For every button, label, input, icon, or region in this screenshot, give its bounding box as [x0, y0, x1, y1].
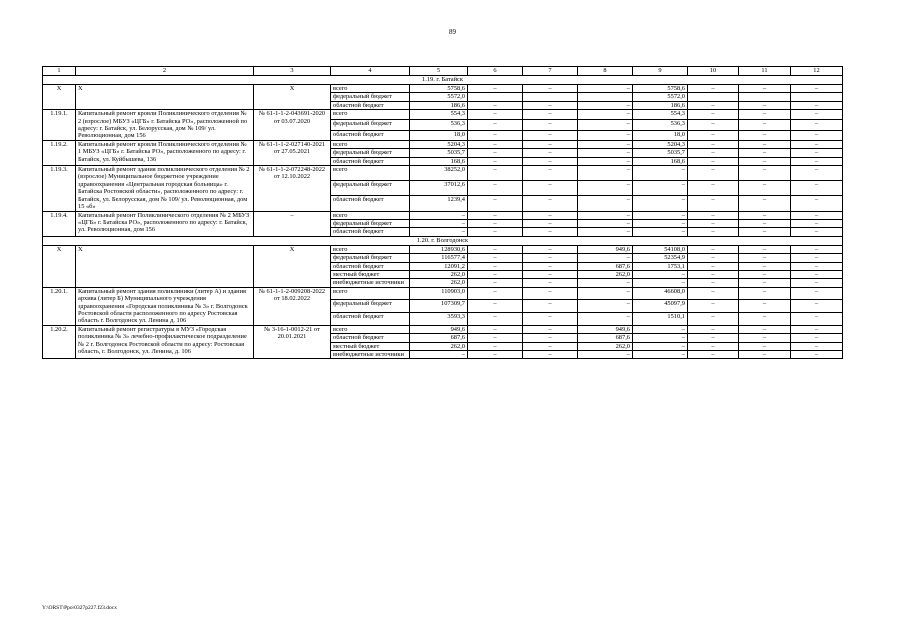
- funding-source: местный бюджет: [331, 270, 410, 278]
- amount-cell: –: [578, 120, 633, 130]
- funding-source: областной бюджет: [331, 313, 410, 326]
- amount-cell: –: [739, 130, 791, 140]
- amount-cell: 262,0: [410, 342, 468, 350]
- amount-cell: –: [523, 300, 578, 313]
- amount-cell: –: [688, 181, 739, 196]
- amount-cell: –: [688, 325, 739, 333]
- amount-cell: –: [688, 270, 739, 278]
- amount-cell: –: [688, 149, 739, 157]
- amount-cell: –: [688, 300, 739, 313]
- amount-cell: –: [633, 279, 688, 287]
- amount-cell: –: [523, 166, 578, 181]
- amount-cell: –: [578, 196, 633, 211]
- amount-cell: –: [578, 228, 633, 236]
- amount-cell: 262,0: [578, 342, 633, 350]
- amount-cell: –: [633, 181, 688, 196]
- amount-cell: –: [523, 101, 578, 109]
- amount-cell: –: [468, 300, 523, 313]
- amount-cell: –: [739, 181, 791, 196]
- funding-source: внебюджетные источники: [331, 351, 410, 359]
- amount-cell: –: [468, 196, 523, 211]
- amount-cell: –: [523, 287, 578, 300]
- amount-cell: –: [739, 313, 791, 326]
- amount-cell: 45097,9: [633, 300, 688, 313]
- amount-cell: –: [468, 262, 523, 270]
- funding-source: всего: [331, 140, 410, 148]
- budget-table: [42, 66, 843, 359]
- amount-cell: –: [633, 211, 688, 219]
- page-number: 89: [449, 28, 456, 36]
- column-header: 12: [791, 67, 843, 76]
- amount-cell: –: [688, 101, 739, 109]
- amount-cell: –: [523, 157, 578, 165]
- amount-cell: 262,0: [410, 279, 468, 287]
- section-header-row: [43, 236, 843, 245]
- amount-cell: –: [410, 351, 468, 359]
- funding-source: федеральный бюджет: [331, 219, 410, 227]
- funding-source: федеральный бюджет: [331, 181, 410, 196]
- amount-cell: 186,6: [633, 101, 688, 109]
- item-document: Х: [254, 245, 331, 287]
- column-header: 4: [331, 67, 410, 76]
- amount-cell: –: [578, 351, 633, 359]
- funding-source: всего: [331, 166, 410, 181]
- amount-cell: –: [578, 110, 633, 120]
- amount-cell: –: [633, 334, 688, 342]
- amount-cell: –: [739, 254, 791, 262]
- amount-cell: –: [468, 110, 523, 120]
- amount-cell: –: [739, 262, 791, 270]
- item-document: № 61-1-1-2-009208-2022 от 18.02.2022: [254, 287, 331, 325]
- funding-source: федеральный бюджет: [331, 149, 410, 157]
- item-number: 1.20.2.: [43, 325, 76, 359]
- amount-cell: –: [791, 140, 843, 148]
- amount-cell: 5572,0: [633, 93, 688, 101]
- amount-cell: –: [739, 325, 791, 333]
- amount-cell: –: [578, 130, 633, 140]
- column-header: 3: [254, 67, 331, 76]
- amount-cell: 262,0: [578, 270, 633, 278]
- amount-cell: –: [468, 313, 523, 326]
- amount-cell: 186,6: [410, 101, 468, 109]
- section-title: 1.20. г. Волгодонск: [43, 236, 843, 245]
- amount-cell: 687,6: [410, 334, 468, 342]
- amount-cell: –: [739, 300, 791, 313]
- amount-cell: [688, 93, 739, 101]
- section-title: 1.19. г. Батайск: [43, 76, 843, 85]
- funding-source: федеральный бюджет: [331, 120, 410, 130]
- amount-cell: –: [578, 101, 633, 109]
- funding-source: областной бюджет: [331, 101, 410, 109]
- amount-cell: –: [523, 130, 578, 140]
- amount-cell: 1753,1: [633, 262, 688, 270]
- amount-cell: –: [688, 334, 739, 342]
- amount-cell: –: [523, 254, 578, 262]
- amount-cell: 5204,3: [410, 140, 468, 148]
- amount-cell: 38252,0: [410, 166, 468, 181]
- amount-cell: 37012,6: [410, 181, 468, 196]
- amount-cell: –: [633, 342, 688, 350]
- item-document: № 61-1-1-2-027140-2021 от 27.05.2021: [254, 140, 331, 165]
- amount-cell: –: [578, 300, 633, 313]
- amount-cell: –: [468, 334, 523, 342]
- amount-cell: –: [633, 219, 688, 227]
- item-name: Капитальный ремонт кровли Поликлинического отделения № 2 (взрослое) МБУЗ «ЦГБ» г. Батайска РО», расположенной по адресу: г. Батайск, ул. Белорусская, дом № 109/ ул. Революционная, дом 156: [76, 110, 254, 141]
- funding-source: всего: [331, 325, 410, 333]
- amount-cell: –: [688, 85, 739, 93]
- amount-cell: –: [791, 110, 843, 120]
- amount-cell: –: [688, 245, 739, 253]
- item-name: Капитальный ремонт кровли Поликлинического отделения № 1 МБУЗ «ЦГБ» г. Батайска РО», расположенного по адресу: г. Батайск, ул. Куйбышева, 136: [76, 140, 254, 165]
- amount-cell: [578, 93, 633, 101]
- amount-cell: –: [468, 351, 523, 359]
- funding-source: областной бюджет: [331, 262, 410, 270]
- amount-cell: –: [739, 245, 791, 253]
- amount-cell: –: [468, 228, 523, 236]
- item-number: 1.19.4.: [43, 211, 76, 236]
- amount-cell: –: [468, 140, 523, 148]
- amount-cell: –: [739, 149, 791, 157]
- amount-cell: –: [633, 270, 688, 278]
- amount-cell: –: [791, 287, 843, 300]
- amount-cell: –: [578, 313, 633, 326]
- amount-cell: –: [791, 228, 843, 236]
- column-header: 1: [43, 67, 76, 76]
- amount-cell: –: [739, 101, 791, 109]
- amount-cell: 54108,0: [633, 245, 688, 253]
- amount-cell: –: [791, 219, 843, 227]
- amount-cell: –: [578, 287, 633, 300]
- amount-cell: –: [523, 219, 578, 227]
- amount-cell: –: [688, 120, 739, 130]
- column-header: 10: [688, 67, 739, 76]
- amount-cell: 5035,7: [410, 149, 468, 157]
- amount-cell: –: [791, 334, 843, 342]
- amount-cell: –: [791, 211, 843, 219]
- amount-cell: –: [523, 110, 578, 120]
- amount-cell: [468, 93, 523, 101]
- amount-cell: –: [791, 166, 843, 181]
- amount-cell: –: [468, 130, 523, 140]
- amount-cell: 687,6: [578, 262, 633, 270]
- funding-source: федеральный бюджет: [331, 93, 410, 101]
- funding-source: внебюджетные источники: [331, 279, 410, 287]
- amount-cell: –: [791, 196, 843, 211]
- amount-cell: –: [523, 149, 578, 157]
- amount-cell: –: [578, 254, 633, 262]
- funding-source: областной бюджет: [331, 196, 410, 211]
- funding-source: областной бюджет: [331, 130, 410, 140]
- amount-cell: –: [739, 342, 791, 350]
- amount-cell: [739, 93, 791, 101]
- amount-cell: –: [410, 219, 468, 227]
- amount-cell: –: [688, 262, 739, 270]
- amount-cell: –: [688, 228, 739, 236]
- amount-cell: –: [523, 325, 578, 333]
- item-document: Х: [254, 85, 331, 110]
- amount-cell: –: [791, 181, 843, 196]
- item-name: Капитальный ремонт регистратуры в МУЗ «Городская поликлиника № 3» лечебно-профилактическое подразделение № 2 г. Волгодонск Ростовской области по адресу: Ростовская область, г. Волгодонск, ул. Ленина, д. 106: [76, 325, 254, 359]
- funding-source: всего: [331, 211, 410, 219]
- amount-cell: –: [739, 287, 791, 300]
- amount-cell: –: [578, 211, 633, 219]
- funding-source: областной бюджет: [331, 334, 410, 342]
- amount-cell: –: [688, 351, 739, 359]
- funding-source: федеральный бюджет: [331, 254, 410, 262]
- amount-cell: 128930,6: [410, 245, 468, 253]
- amount-cell: –: [739, 196, 791, 211]
- amount-cell: –: [791, 254, 843, 262]
- amount-cell: –: [523, 85, 578, 93]
- amount-cell: –: [468, 287, 523, 300]
- amount-cell: –: [468, 245, 523, 253]
- amount-cell: –: [688, 254, 739, 262]
- amount-cell: –: [468, 325, 523, 333]
- item-document: № 61-1-1-2-072248-2022 от 12.10.2022: [254, 166, 331, 211]
- amount-cell: [791, 93, 843, 101]
- table-row: [43, 325, 843, 333]
- amount-cell: –: [688, 157, 739, 165]
- amount-cell: –: [688, 287, 739, 300]
- amount-cell: –: [739, 334, 791, 342]
- amount-cell: –: [468, 342, 523, 350]
- amount-cell: –: [523, 313, 578, 326]
- amount-cell: –: [468, 219, 523, 227]
- amount-cell: 5035,7: [633, 149, 688, 157]
- amount-cell: –: [523, 196, 578, 211]
- amount-cell: –: [791, 85, 843, 93]
- amount-cell: –: [468, 211, 523, 219]
- amount-cell: 949,6: [578, 325, 633, 333]
- amount-cell: –: [468, 85, 523, 93]
- amount-cell: –: [523, 334, 578, 342]
- amount-cell: –: [523, 120, 578, 130]
- amount-cell: 12091,2: [410, 262, 468, 270]
- amount-cell: –: [578, 166, 633, 181]
- amount-cell: –: [791, 262, 843, 270]
- amount-cell: 687,6: [578, 334, 633, 342]
- amount-cell: –: [688, 140, 739, 148]
- table-row: [43, 245, 843, 253]
- amount-cell: 949,6: [410, 325, 468, 333]
- amount-cell: –: [468, 166, 523, 181]
- amount-cell: –: [468, 101, 523, 109]
- amount-cell: –: [739, 211, 791, 219]
- amount-cell: –: [739, 85, 791, 93]
- amount-cell: –: [578, 219, 633, 227]
- item-name: Капитальный ремонт здания поликлинического отделения № 2 (взрослое) Муниципальное бюджетное учреждение здравоохранения «Центральная городская больница» г. Батайска Ростовской области», расположенного по адресу: г. Батайск, ул. Белорусская, дом № 109/ ул. Революционная, дом 15 «б»: [76, 166, 254, 211]
- file-path-footer: Y:\ORST\Ppo\0327p227.f23.docx: [42, 605, 117, 611]
- amount-cell: –: [633, 228, 688, 236]
- amount-cell: –: [791, 351, 843, 359]
- amount-cell: 536,3: [633, 120, 688, 130]
- amount-cell: 168,6: [633, 157, 688, 165]
- amount-cell: –: [578, 85, 633, 93]
- amount-cell: –: [739, 110, 791, 120]
- amount-cell: –: [523, 342, 578, 350]
- amount-cell: 5758,6: [633, 85, 688, 93]
- amount-cell: 46608,0: [633, 287, 688, 300]
- funding-source: всего: [331, 245, 410, 253]
- amount-cell: 168,6: [410, 157, 468, 165]
- funding-source: всего: [331, 287, 410, 300]
- item-number: Х: [43, 85, 76, 110]
- amount-cell: –: [791, 157, 843, 165]
- amount-cell: –: [739, 279, 791, 287]
- amount-cell: [523, 93, 578, 101]
- amount-cell: –: [791, 130, 843, 140]
- amount-cell: –: [578, 140, 633, 148]
- amount-cell: 18,0: [410, 130, 468, 140]
- amount-cell: –: [523, 228, 578, 236]
- table-row: [43, 287, 843, 300]
- amount-cell: 18,0: [633, 130, 688, 140]
- amount-cell: –: [633, 325, 688, 333]
- section-header-row: [43, 76, 843, 85]
- amount-cell: –: [633, 196, 688, 211]
- item-document: –: [254, 211, 331, 236]
- amount-cell: –: [739, 120, 791, 130]
- amount-cell: –: [791, 325, 843, 333]
- item-number: 1.19.2.: [43, 140, 76, 165]
- funding-source: местный бюджет: [331, 342, 410, 350]
- item-name: Х: [76, 85, 254, 110]
- amount-cell: –: [688, 211, 739, 219]
- amount-cell: –: [688, 110, 739, 120]
- amount-cell: –: [578, 279, 633, 287]
- amount-cell: –: [791, 313, 843, 326]
- amount-cell: 107309,7: [410, 300, 468, 313]
- amount-cell: –: [468, 254, 523, 262]
- amount-cell: –: [688, 219, 739, 227]
- amount-cell: –: [410, 228, 468, 236]
- amount-cell: –: [739, 351, 791, 359]
- item-number: 1.20.1.: [43, 287, 76, 325]
- amount-cell: 3593,3: [410, 313, 468, 326]
- amount-cell: 949,6: [578, 245, 633, 253]
- amount-cell: 536,3: [410, 120, 468, 130]
- amount-cell: –: [739, 270, 791, 278]
- item-number: Х: [43, 245, 76, 287]
- amount-cell: –: [523, 245, 578, 253]
- amount-cell: –: [791, 300, 843, 313]
- amount-cell: –: [688, 130, 739, 140]
- amount-cell: –: [523, 181, 578, 196]
- amount-cell: –: [468, 149, 523, 157]
- column-header: 5: [410, 67, 468, 76]
- amount-cell: –: [523, 140, 578, 148]
- table-row: [43, 85, 843, 93]
- amount-cell: –: [578, 181, 633, 196]
- amount-cell: –: [523, 351, 578, 359]
- funding-source: федеральный бюджет: [331, 300, 410, 313]
- amount-cell: –: [410, 211, 468, 219]
- item-name: Капитальный ремонт здания поликлиники (литер А) и здания архива (литер Б) Муниципального учреждения здравоохранения «Городская поликлиника № 3» г. Волгодонск Ростовской области расположенного по адресу Ростовская область г. Волгодонск ул. Ленина д. 106: [76, 287, 254, 325]
- amount-cell: 5572,0: [410, 93, 468, 101]
- amount-cell: 5204,3: [633, 140, 688, 148]
- amount-cell: 116577,4: [410, 254, 468, 262]
- amount-cell: –: [688, 313, 739, 326]
- table-row: [43, 140, 843, 148]
- amount-cell: 1510,1: [633, 313, 688, 326]
- column-header: 8: [578, 67, 633, 76]
- amount-cell: –: [633, 351, 688, 359]
- amount-cell: –: [739, 157, 791, 165]
- amount-cell: –: [578, 149, 633, 157]
- amount-cell: 554,3: [633, 110, 688, 120]
- amount-cell: –: [791, 149, 843, 157]
- amount-cell: –: [791, 120, 843, 130]
- amount-cell: –: [468, 270, 523, 278]
- amount-cell: –: [739, 228, 791, 236]
- amount-cell: 52354,9: [633, 254, 688, 262]
- amount-cell: –: [523, 211, 578, 219]
- item-name: Капитальный ремонт Поликлинического отделения № 2 МБУЗ «ЦГБ» г. Батайска РО», расположенного по адресу: г. Батайск, ул. Революционная, дом 156: [76, 211, 254, 236]
- amount-cell: –: [633, 166, 688, 181]
- amount-cell: –: [688, 166, 739, 181]
- item-document: № 61-1-1-2-043691-2020 от 03.07.2020: [254, 110, 331, 141]
- amount-cell: –: [523, 270, 578, 278]
- table-row: [43, 211, 843, 219]
- amount-cell: 5758,6: [410, 85, 468, 93]
- column-header: 2: [76, 67, 254, 76]
- column-header: 6: [468, 67, 523, 76]
- amount-cell: –: [739, 219, 791, 227]
- column-number-row: [43, 67, 843, 76]
- amount-cell: 554,3: [410, 110, 468, 120]
- item-name: Х: [76, 245, 254, 287]
- funding-source: областной бюджет: [331, 157, 410, 165]
- amount-cell: 262,0: [410, 270, 468, 278]
- column-header: 7: [523, 67, 578, 76]
- item-number: 1.19.1.: [43, 110, 76, 141]
- funding-source: областной бюджет: [331, 228, 410, 236]
- amount-cell: –: [523, 262, 578, 270]
- table-row: [43, 110, 843, 120]
- amount-cell: –: [791, 245, 843, 253]
- table-row: [43, 166, 843, 181]
- item-number: 1.19.3.: [43, 166, 76, 211]
- amount-cell: –: [791, 279, 843, 287]
- amount-cell: –: [468, 120, 523, 130]
- amount-cell: 1239,4: [410, 196, 468, 211]
- amount-cell: –: [791, 101, 843, 109]
- funding-source: всего: [331, 85, 410, 93]
- amount-cell: –: [688, 196, 739, 211]
- amount-cell: –: [739, 140, 791, 148]
- amount-cell: –: [468, 181, 523, 196]
- amount-cell: –: [739, 166, 791, 181]
- column-header: 9: [633, 67, 688, 76]
- amount-cell: 110903,0: [410, 287, 468, 300]
- amount-cell: –: [468, 157, 523, 165]
- amount-cell: –: [688, 279, 739, 287]
- column-header: 11: [739, 67, 791, 76]
- amount-cell: –: [523, 279, 578, 287]
- amount-cell: –: [578, 157, 633, 165]
- item-document: № 3-16-1-0012-21 от 20.01.2021: [254, 325, 331, 359]
- amount-cell: –: [791, 342, 843, 350]
- amount-cell: –: [688, 342, 739, 350]
- amount-cell: –: [468, 279, 523, 287]
- funding-source: всего: [331, 110, 410, 120]
- amount-cell: –: [791, 270, 843, 278]
